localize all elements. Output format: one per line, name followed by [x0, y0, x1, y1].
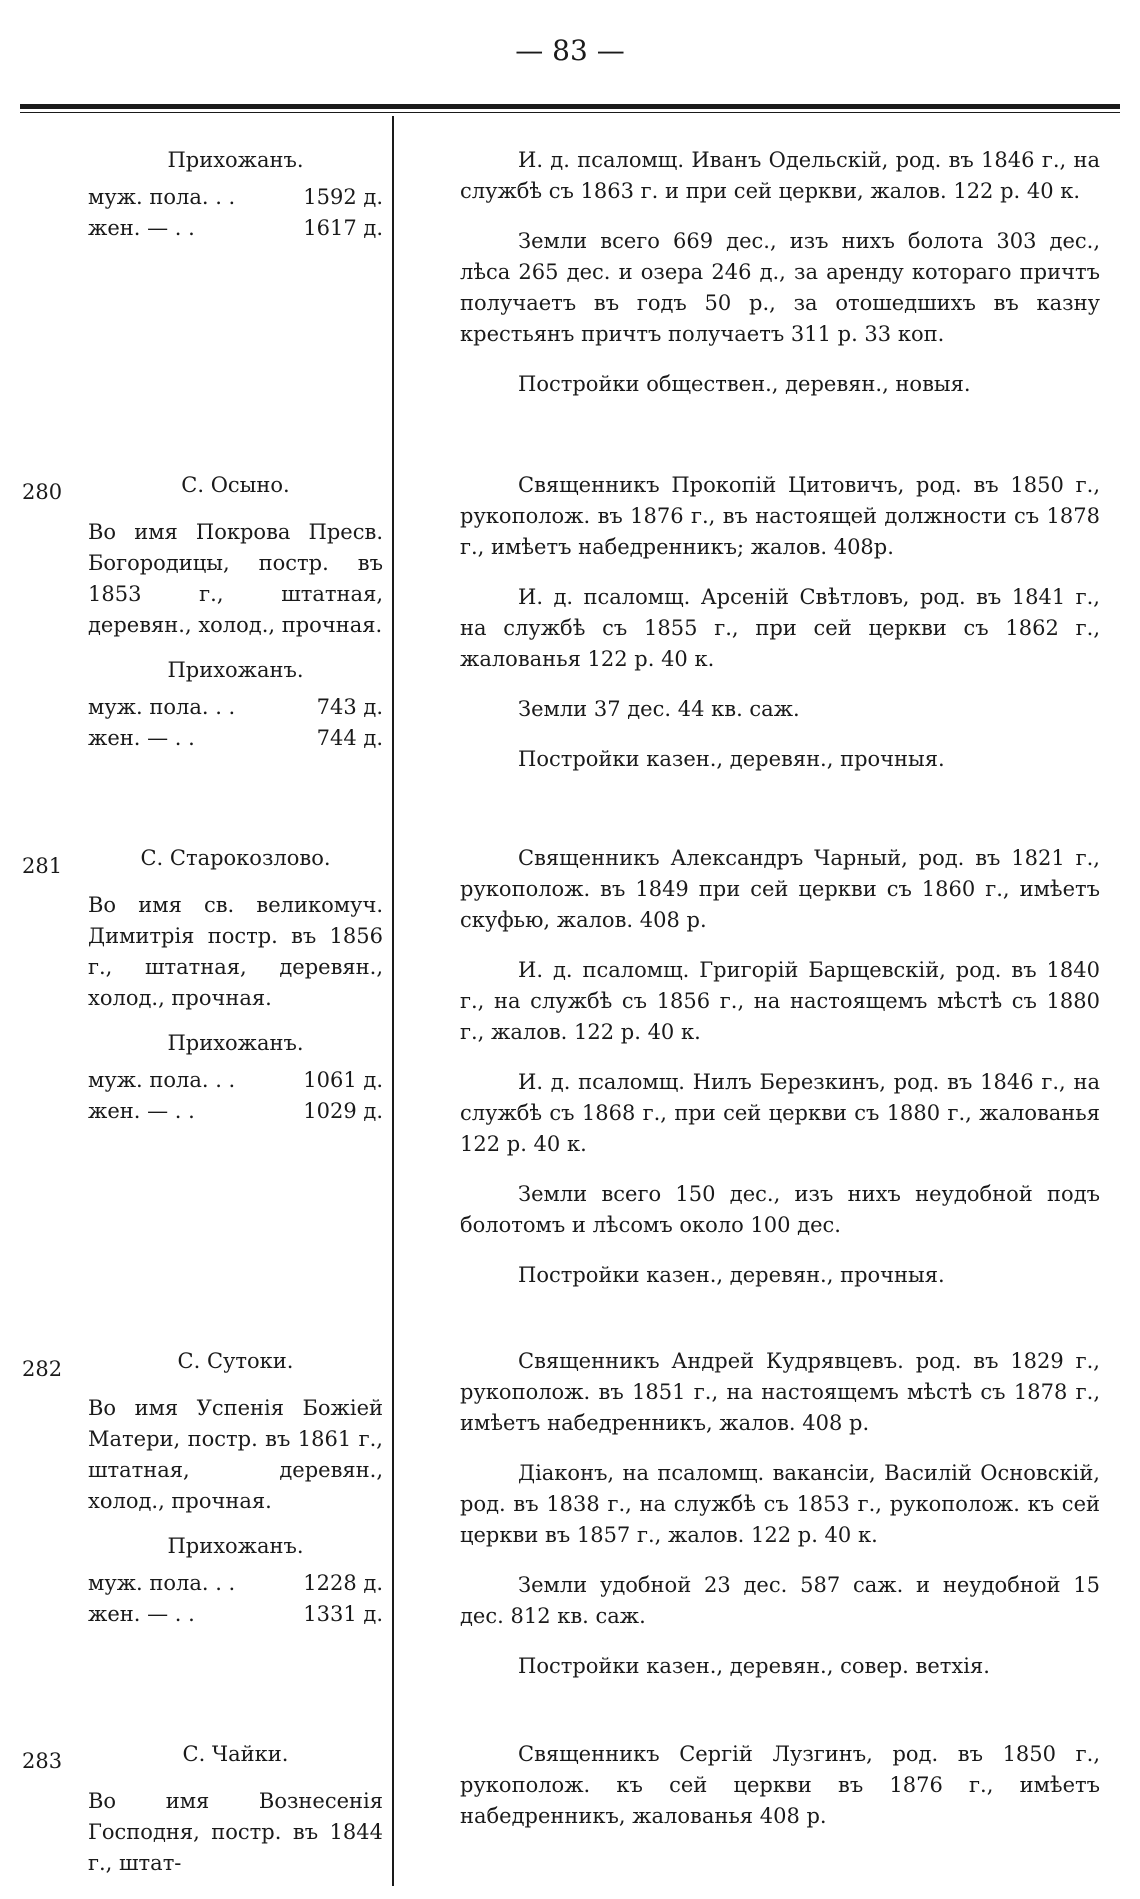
entry-number: 282: [22, 1357, 63, 1381]
parish-female-row: [88, 213, 383, 244]
buildings-paragraph: Постройки казен., деревян., совер. ветхія.: [518, 1654, 990, 1678]
female-value: 1331 д.: [303, 1602, 383, 1626]
male-label: муж. пола. . .: [88, 695, 236, 719]
parish-male-row: [88, 182, 383, 213]
entry-number: 283: [22, 1749, 63, 1773]
entry-left-283: [88, 1739, 383, 1893]
clergy-paragraph: Священникъ Сергій Лузгинъ, род. въ 1850 г., рукополож. къ сей церкви въ 1876 г., имѣетъ набедренникъ, жалованья 408 р.: [460, 1742, 1100, 1828]
church-description: Во имя св. великомуч. Димитрія постр. въ 1856 г., штатная, деревян., холод., прочная.: [88, 893, 383, 1010]
parish-male-row: [88, 1568, 383, 1599]
female-value: 1617 д.: [303, 216, 383, 240]
page-number: — 83 —: [515, 34, 625, 67]
land-paragraph: Земли удобной 23 дес. 587 саж. и неудобной 15 дес. 812 кв. саж.: [460, 1573, 1100, 1628]
female-value: 1029 д.: [303, 1099, 383, 1123]
land-paragraph: Земли всего 150 дес., изъ нихъ неудобной подъ болотомъ и лѣсомъ около 100 дес.: [460, 1182, 1100, 1237]
male-label: муж. пола. . .: [88, 1571, 236, 1595]
entry-right-0: [460, 145, 1100, 419]
entry-left-0: [88, 145, 383, 244]
parish-header: Прихожанъ.: [167, 1534, 304, 1558]
parish-header: Прихожанъ.: [167, 148, 304, 172]
entry-number: 280: [22, 480, 63, 504]
buildings-paragraph: Постройки казен., деревян., прочныя.: [518, 747, 945, 771]
church-description: Во имя Успенія Божіей Матери, постр. въ 1861 г., штатная, деревян., холод., прочная.: [88, 1396, 383, 1513]
header-rule-thin: [20, 112, 1120, 113]
village-title: С. Старокозлово.: [140, 846, 331, 870]
village-title: С. Сутоки.: [177, 1349, 294, 1373]
clergy-paragraph: И. д. псаломщ. Григорій Барщевскій, род. въ 1840 г., на службѣ съ 1856 г., на настоящемъ мѣстѣ съ 1880 г., жалов. 122 р. 40 к.: [460, 958, 1100, 1044]
clergy-paragraph: Священникъ Андрей Кудрявцевъ. род. въ 1829 г., рукополож. въ 1851 г., на настоящемъ мѣстѣ съ 1878 г., имѣетъ набедренникъ, жалов. 408 р.: [460, 1349, 1100, 1435]
female-label: жен. — . .: [88, 1602, 195, 1626]
entry-left-280: [88, 470, 383, 754]
entry-right-280: [460, 470, 1100, 794]
entry-right-283: [460, 1739, 1100, 1851]
clergy-paragraph: И. д. псаломщ. Нилъ Березкинъ, род. въ 1846 г., на службѣ съ 1868 г., при сей церкви съ 1880 г., жалованья 122 р. 40 к.: [460, 1070, 1100, 1156]
parish-male-row: [88, 1065, 383, 1096]
entry-left-282: [88, 1346, 383, 1630]
parish-header: Прихожанъ.: [167, 1031, 304, 1055]
male-value: 1061 д.: [303, 1068, 383, 1092]
entry-left-281: [88, 843, 383, 1127]
clergy-paragraph: И. д. псаломщ. Арсеній Свѣтловъ, род. въ 1841 г., на службѣ съ 1855 г., при сей церкви съ 1862 г., жалованья 122 р. 40 к.: [460, 585, 1100, 671]
parish-female-row: [88, 1599, 383, 1630]
male-value: 1228 д.: [303, 1571, 383, 1595]
female-value: 744 д.: [316, 726, 383, 750]
female-label: жен. — . .: [88, 216, 195, 240]
clergy-paragraph: Священникъ Прокопій Цитовичъ, род. въ 1850 г., рукополож. въ 1876 г., въ настоящей должности съ 1878 г., имѣетъ набедренникъ; жалов. 408р.: [460, 473, 1100, 559]
entry-right-282: [460, 1346, 1100, 1701]
male-value: 1592 д.: [303, 185, 383, 209]
parish-male-row: [88, 692, 383, 723]
entry-right-281: [460, 843, 1100, 1310]
buildings-paragraph: Постройки обществен., деревян., новыя.: [518, 372, 971, 396]
land-paragraph: Земли всего 669 дес., изъ нихъ болота 303 дес., лѣса 265 дес. и озера 246 д., за аренду котораго причтъ получаетъ въ годъ 50 р., за отошедшихъ въ казну крестьянъ причтъ получаетъ 311 р. 33 коп.: [460, 229, 1100, 346]
clergy-paragraph: Діаконъ, на псаломщ. вакансіи, Василій Основскій, род. въ 1838 г., на службѣ съ 1853 г., рукополож. къ сей церкви въ 1857 г., жалов. 122 р. 40 к.: [460, 1461, 1100, 1547]
male-label: муж. пола. . .: [88, 185, 236, 209]
male-value: 743 д.: [316, 695, 383, 719]
female-label: жен. — . .: [88, 1099, 195, 1123]
church-description: Во имя Вознесенія Господня, постр. въ 1844 г., штат-: [88, 1789, 383, 1875]
land-paragraph: Земли 37 дес. 44 кв. саж.: [518, 697, 800, 721]
parish-female-row: [88, 1096, 383, 1127]
male-label: муж. пола. . .: [88, 1068, 236, 1092]
clergy-paragraph: И. д. псаломщ. Иванъ Одельскій, род. въ 1846 г., на службѣ съ 1863 г. и при сей церкви, жалов. 122 р. 40 к.: [460, 148, 1100, 203]
female-label: жен. — . .: [88, 726, 195, 750]
entry-number: 281: [22, 854, 63, 878]
clergy-paragraph: Священникъ Александръ Чарный, род. въ 1821 г., рукополож. въ 1849 при сей церкви съ 1860 г., имѣетъ скуфью, жалов. 408 р.: [460, 846, 1100, 932]
church-description: Во имя Покрова Пресв. Богородицы, постр. въ 1853 г., штатная, деревян., холод., прочная.: [88, 520, 383, 637]
village-title: С. Осыно.: [181, 473, 290, 497]
column-divider: [392, 116, 394, 1886]
buildings-paragraph: Постройки казен., деревян., прочныя.: [518, 1263, 945, 1287]
village-title: С. Чайки.: [182, 1742, 289, 1766]
header-rule: [20, 104, 1120, 109]
parish-header: Прихожанъ.: [167, 658, 304, 682]
parish-female-row: [88, 723, 383, 754]
